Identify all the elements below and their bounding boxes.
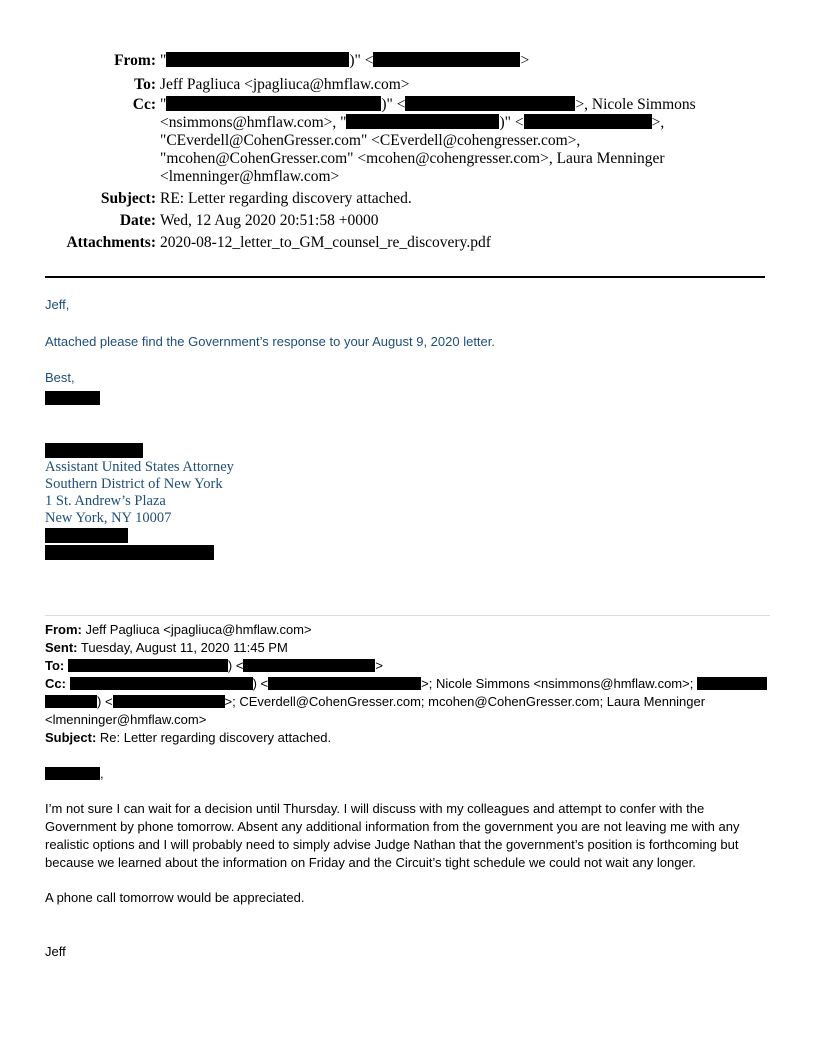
- signature-address-line1: 1 St. Andrew’s Plaza: [45, 493, 166, 509]
- cc-value: " )" < >, Nicole Simmons <nsimmons@hmflaw.com>, " )" < >, "CEverdell@CohenGresser.com" <CEverdell@cohengresser.com>, "mcohen@CohenGresser.com" <mcohen@cohengresser.com>, Laura Menninger <lmenninger@hmflaw.com>: [160, 96, 696, 185]
- signature-block: [45, 443, 234, 562]
- redaction-box: [166, 52, 349, 67]
- redaction-box: [697, 677, 767, 690]
- reply-closing: Best,: [45, 370, 75, 385]
- quoted-greeting: ,: [45, 765, 104, 783]
- date-value: Wed, 12 Aug 2020 20:51:58 +0000: [160, 212, 379, 229]
- quoted-to: To: ) < >: [45, 658, 384, 673]
- header-divider: [45, 276, 765, 278]
- quoted-from: From: Jeff Pagliuca <jpagliuca@hmflaw.com>: [45, 622, 312, 637]
- redaction-box: [166, 96, 381, 111]
- reply-body: Attached please find the Government’s response to your August 9, 2020 letter.: [45, 334, 495, 349]
- from-label: From:: [114, 52, 156, 69]
- subject-value: RE: Letter regarding discovery attached.: [160, 190, 412, 207]
- quoted-sent: Sent: Tuesday, August 11, 2020 11:45 PM: [45, 640, 288, 655]
- redaction-box: [70, 677, 253, 690]
- redaction-box: [45, 528, 128, 543]
- header-attachments-row: [0, 234, 816, 252]
- header-to-row: [0, 76, 816, 94]
- attachment-filename[interactable]: 2020-08-12_letter_to_GM_counsel_re_discovery.pdf: [160, 234, 491, 251]
- reply-greeting: Jeff,: [45, 297, 70, 312]
- date-label: Date:: [119, 212, 156, 229]
- to-value: Jeff Pagliuca <jpagliuca@hmflaw.com>: [160, 76, 410, 93]
- redaction-box: [524, 114, 652, 129]
- redaction-box: [405, 96, 575, 111]
- redaction-box: [113, 695, 225, 708]
- attachments-label: Attachments:: [66, 234, 156, 251]
- header-subject-row: [0, 190, 816, 208]
- subject-label: Subject:: [100, 190, 156, 207]
- quoted-cc: Cc: ) < >; Nicole Simmons <nsimmons@hmflaw.com>;: [45, 675, 775, 693]
- header-date-row: [0, 212, 816, 230]
- redaction-box: [45, 391, 100, 405]
- redaction-box: [45, 443, 143, 458]
- redaction-box: [268, 677, 421, 690]
- quoted-paragraph-1: I’m not sure I can wait for a decision until Thursday. I will discuss with my colleagues and attempt to confer with the Government by phone tomorrow. Absent any additional information from the government you are not leaving me with any realistic options and I will probably need to simply advise Judge Nathan that the government’s position is forthcoming but because we learned about the information on Friday and the Circuit’s tight schedule we could not wait any longer.: [45, 801, 740, 870]
- quoted-paragraph-2: A phone call tomorrow would be appreciated.: [45, 890, 305, 905]
- cc-label: Cc:: [132, 96, 156, 113]
- header-from-row: [0, 52, 816, 70]
- redaction-box: [68, 659, 228, 672]
- message-separator: [45, 615, 770, 616]
- from-value: " )" < >: [160, 52, 530, 69]
- redaction-box: [373, 52, 520, 67]
- quoted-signoff: Jeff: [45, 944, 66, 959]
- redaction-box: [45, 695, 97, 708]
- redaction-box: [243, 659, 375, 672]
- redaction-box: [346, 114, 499, 129]
- signature-office: Southern District of New York: [45, 476, 223, 492]
- quoted-subject: Subject: Re: Letter regarding discovery attached.: [45, 730, 332, 745]
- signature-address-line2: New York, NY 10007: [45, 510, 172, 526]
- to-label: To:: [134, 76, 156, 93]
- header-cc-row: [0, 96, 816, 186]
- signature-title: Assistant United States Attorney: [45, 459, 234, 475]
- quoted-message-header: From: Jeff Pagliuca <jpagliuca@hmflaw.com> Sent: Tuesday, August 11, 2020 11:45 PM To: ) < > Cc: ) < >; Nicole Simmons <nsimmons@hmflaw.com>; ) < >; CEverdell@CohenGresser.com; mcohen@CohenGresser.com; Laura Menninger <lmenninger@hmflaw.com> Subject: Re: Letter regarding discovery attached.: [45, 621, 775, 747]
- redaction-box: [45, 767, 100, 780]
- email-header: [0, 52, 816, 252]
- redaction-box: [45, 545, 214, 560]
